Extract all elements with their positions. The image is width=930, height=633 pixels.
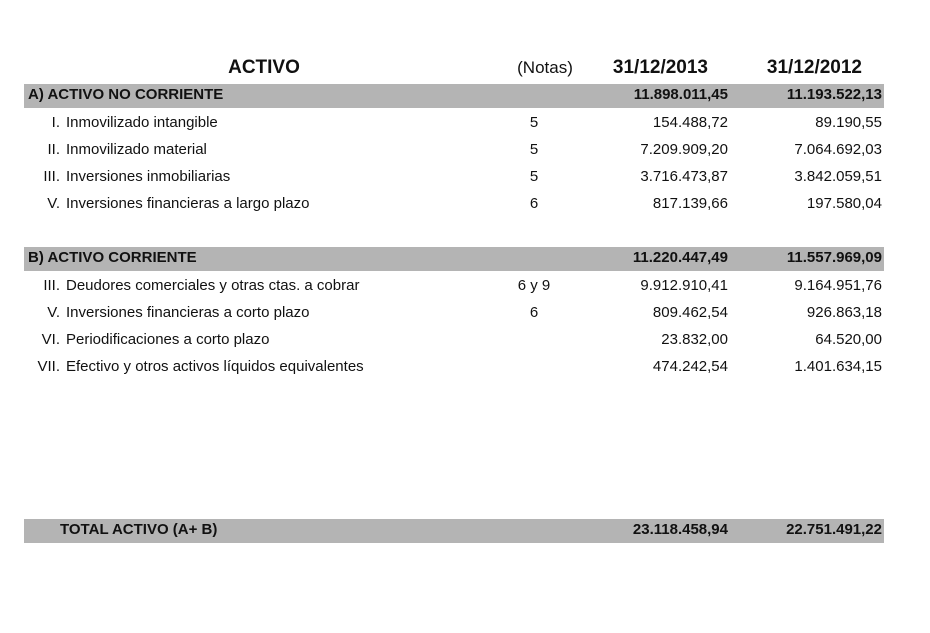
section-total-2013: 11.220.447,49 (632, 249, 728, 266)
table-row (24, 111, 884, 135)
row-notes: 5 (529, 141, 539, 158)
row-value-2013: 817.139,66 (652, 195, 728, 212)
table-row (24, 274, 884, 298)
row-number: VI. (41, 331, 60, 348)
row-notes: 6 (529, 195, 539, 212)
row-label (24, 301, 309, 325)
section-total-2012: 11.193.522,13 (786, 86, 882, 103)
table-row (24, 138, 884, 162)
section-label: A) ACTIVO NO CORRIENTE (28, 86, 224, 103)
row-value-2013: 23.832,00 (661, 331, 728, 348)
row-text: Inversiones financieras a largo plazo (66, 195, 310, 212)
row-value-2013: 9.912.910,41 (640, 277, 728, 294)
row-number: II. (47, 141, 60, 158)
row-number: V. (47, 195, 60, 212)
row-notes: 6 (529, 304, 539, 321)
row-value-2013: 7.209.909,20 (640, 141, 728, 158)
header-row (24, 56, 884, 80)
table-row (24, 355, 884, 379)
row-value-2012: 7.064.692,03 (794, 141, 882, 158)
column-header-notas: (Notas) (517, 58, 573, 77)
table-row (24, 328, 884, 352)
row-value-2013: 3.716.473,87 (640, 168, 728, 185)
section-total-2013: 11.898.011,45 (633, 86, 728, 103)
row-label (24, 138, 207, 162)
total-label: TOTAL ACTIVO (A+ B) (60, 521, 218, 538)
row-value-2012: 9.164.951,76 (794, 277, 882, 294)
total-value-2013: 23.118.458,94 (632, 521, 728, 538)
row-label (24, 192, 309, 216)
row-number: V. (47, 304, 60, 321)
row-value-2012: 926.863,18 (806, 304, 882, 321)
row-text: Inmovilizado intangible (66, 114, 218, 131)
row-value-2013: 809.462,54 (652, 304, 728, 321)
row-value-2012: 89.190,55 (815, 114, 882, 131)
row-label (24, 355, 364, 379)
row-notes: 5 (529, 168, 539, 185)
row-notes: 6 y 9 (517, 277, 551, 294)
total-row (24, 519, 884, 543)
row-notes: 5 (529, 114, 539, 131)
row-number: I. (51, 114, 60, 131)
column-header-2013: 31/12/2013 (612, 57, 708, 78)
row-number: VII. (37, 358, 60, 375)
row-text: Periodificaciones a corto plazo (66, 331, 270, 348)
table-row (24, 301, 884, 325)
row-text: Efectivo y otros activos líquidos equivalentes (66, 358, 364, 375)
row-value-2013: 474.242,54 (652, 358, 728, 375)
total-value-2012: 22.751.491,22 (786, 521, 882, 538)
row-number: III. (43, 168, 60, 185)
column-header-activo: ACTIVO (228, 57, 300, 78)
row-value-2012: 197.580,04 (806, 195, 882, 212)
row-value-2012: 1.401.634,15 (794, 358, 882, 375)
row-text: Inmovilizado material (66, 141, 207, 158)
row-value-2013: 154.488,72 (652, 114, 728, 131)
row-number: III. (43, 277, 60, 294)
section-label: B) ACTIVO CORRIENTE (28, 249, 197, 266)
row-text: Deudores comerciales y otras ctas. a cobrar (66, 277, 360, 294)
table-row (24, 192, 884, 216)
table-row (24, 165, 884, 189)
row-label (24, 328, 269, 352)
row-value-2012: 64.520,00 (815, 331, 882, 348)
row-label (24, 165, 230, 189)
row-value-2012: 3.842.059,51 (794, 168, 882, 185)
column-header-2012: 31/12/2012 (766, 57, 862, 78)
row-text: Inversiones inmobiliarias (66, 168, 231, 185)
section-current (24, 247, 884, 271)
row-label (24, 274, 359, 298)
section-non-current (24, 84, 884, 108)
row-text: Inversiones financieras a corto plazo (66, 304, 310, 321)
section-total-2012: 11.557.969,09 (786, 249, 882, 266)
row-label (24, 111, 218, 135)
